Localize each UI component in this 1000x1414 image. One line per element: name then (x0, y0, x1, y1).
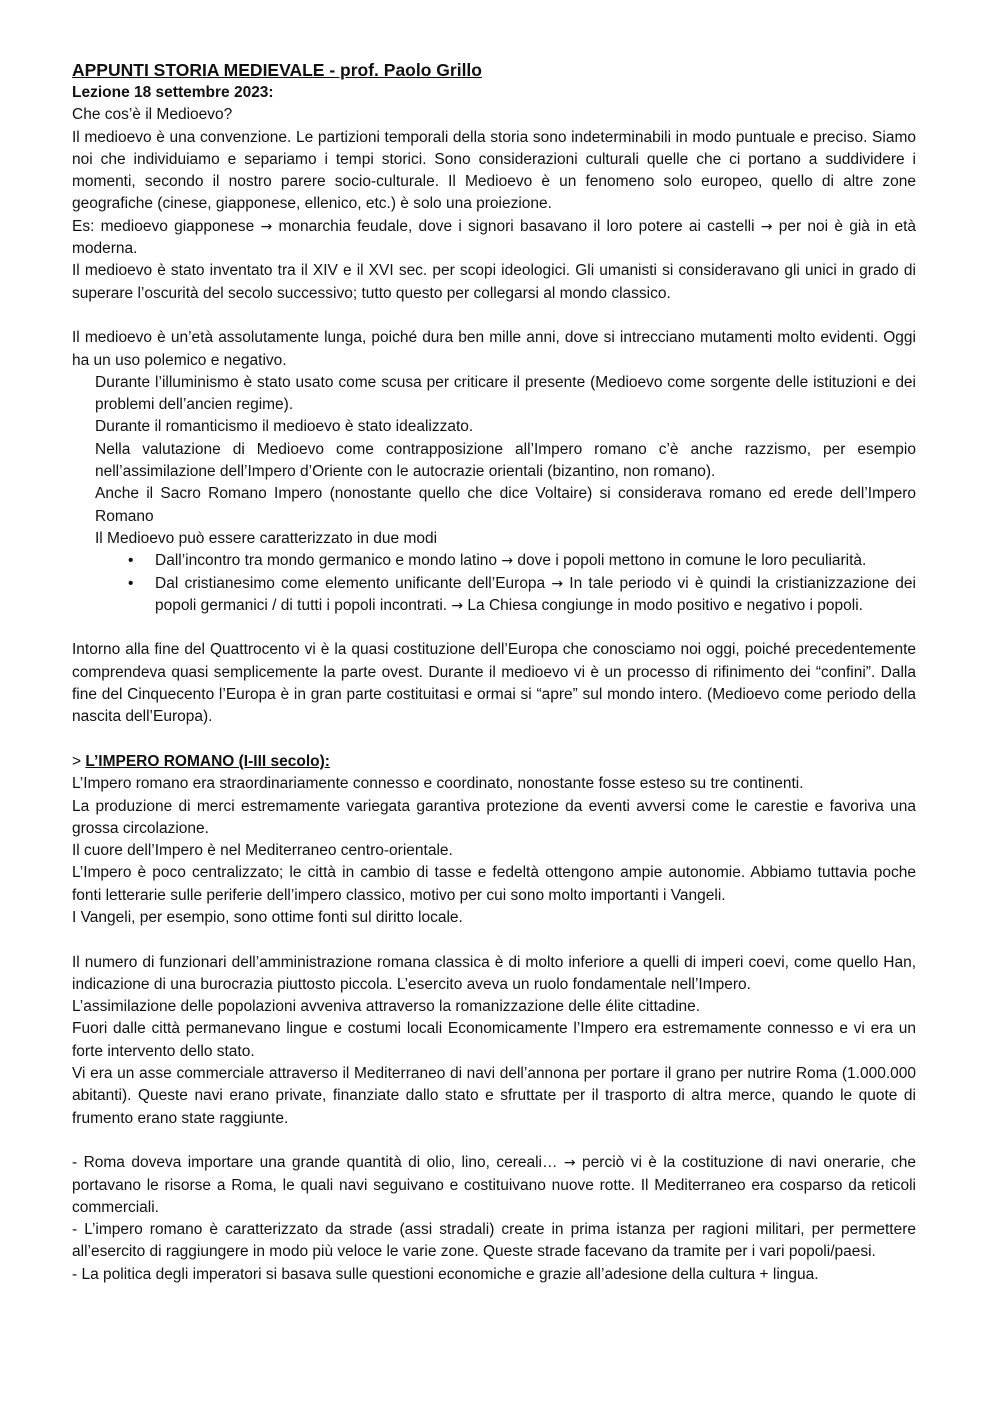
indented-valutazione: Nella valutazione di Medioevo come contrapposizione all’Impero romano c’è anche razzismo, per esempio nell’assimilazione dell’Impero d’Oriente con le autocrazie orientali (bizantino, non romano). (95, 440, 916, 481)
paragraph-vangeli: I Vangeli, per esempio, sono ottime fonti sul diritto locale. (72, 908, 463, 926)
indented-sacro-romano-impero: Anche il Sacro Romano Impero (nonostante quello che dice Voltaire) si considerava romano ed erede dell’Impero Romano (95, 485, 916, 525)
document-page (72, 58, 916, 1286)
section-heading (72, 751, 916, 773)
list-item (128, 573, 916, 618)
paragraph-long-age: Il medioevo è un’età assolutamente lunga, poiché dura ben mille anni, dove si intrecciano mutamenti molto evidenti. Oggi ha un uso polemico e negativo. (72, 329, 916, 369)
text-segment: perciò vi è la costituzione di navi onerarie, che portavano le risorse a Roma, le quali navi seguivano e costituivano nuove rotte. Il Mediterraneo era cosparso da reticoli commerciali. (72, 1154, 916, 1216)
blank-line (72, 729, 916, 751)
paragraph-europe: Intorno alla fine del Quattrocento vi è la quasi costituzione dell’Europa che conosciamo noi oggi, poiché precedentemente comprendeva quasi semplicemente la parte ovest. Durante il medioevo vi è un processo di rifinimento dei “confini”. Dalla fine del Cinquecento l’Europa è in gran parte costituitasi e ormai si “apre” sul mondo intero. (Medioevo come periodo della nascita dell’Europa). (72, 641, 916, 726)
indented-romanticismo: Durante il romanticismo il medioevo è stato idealizzato. (95, 418, 474, 436)
paragraph-invention: Il medioevo è stato inventato tra il XIV e il XVI sec. per scopi ideologici. Gli umanisti si consideravano gli unici in grado di superare l’oscurità del secolo successivo; tutto questo per collegarsi al mondo classico. (72, 262, 916, 302)
section-title: L’IMPERO ROMANO (I-III secolo): (85, 752, 330, 770)
bullet-list (72, 550, 916, 617)
paragraph-officials: Il numero di funzionari dell’amministrazione romana classica è di molto inferiore a quelli di imperi coevi, come quello Han, indicazione di una burocrazia piuttosto piccola. L’esercito aveva un ruolo fondamentale nell’Impero. (72, 953, 916, 993)
bullet-icon: • (128, 552, 134, 570)
document-title: APPUNTI STORIA MEDIEVALE - prof. Paolo Grillo (72, 60, 482, 80)
question-line: Che cos’è il Medioevo? (72, 106, 233, 124)
text-segment: Dall’incontro tra mondo germanico e mondo latino (155, 552, 502, 570)
paragraph-trade-axis: Vi era un asse commerciale attraverso il Mediterraneo di navi dell’annona per portare il grano per nutrire Roma (1.000.000 abitanti). Queste navi erano private, finanziate dallo stato e sfruttate per il trasporto di altra merce, quando le quote di frumento erano state raggiunte. (72, 1065, 916, 1127)
paragraph-assimilation: L’assimilazione delle popolazioni avveniva attraverso la romanizzazione delle élite cittadine. (72, 998, 701, 1016)
blank-line (72, 305, 916, 327)
dash-item-imports (72, 1152, 916, 1219)
list-item (128, 550, 916, 572)
text-segment: Es: medioevo giapponese (72, 217, 261, 235)
paragraph-connected: L’Impero romano era straordinariamente connesso e coordinato, nonostante fosse esteso su tre continenti. (72, 775, 804, 793)
text-segment: Dal cristianesimo come elemento unificante dell’Europa (155, 574, 552, 592)
dash-item-roads: - L’impero romano è caratterizzato da strade (assi stradali) create in prima istanza per ragioni militari, per permettere all’esercito di raggiungere in modo più veloce le varie zone. Queste strade facevano da tramite per i vari popoli/paesi. (72, 1221, 916, 1261)
arrow-icon: → (551, 575, 564, 592)
text-segment: per noi è già in età moderna. (72, 217, 916, 258)
blank-line (72, 617, 916, 639)
text-segment: monarchia feudale, dove i signori basavano il loro potere ai castelli (272, 217, 761, 235)
text-segment: dove i popoli mettono in comune le loro peculiarità. (513, 552, 867, 570)
paragraph-centralization: L’Impero è poco centralizzato; le città in cambio di tasse e fedeltà ottengono ampie autonomie. Abbiamo tuttavia poche fonti letterarie sulle periferie dell’impero classico, motivo per cui sono molto importanti i Vangeli. (72, 864, 916, 904)
text-segment: La Chiesa congiunge in modo positivo e negativo i popoli. (463, 596, 863, 614)
paragraph-heart: Il cuore dell’Impero è nel Mediterraneo centro-orientale. (72, 842, 453, 860)
blank-line (72, 1130, 916, 1152)
arrow-icon: → (260, 218, 273, 235)
indented-due-modi: Il Medioevo può essere caratterizzato in due modi (95, 529, 438, 547)
blank-line (72, 929, 916, 951)
text-segment: In tale periodo vi è quindi la cristianizzazione dei popoli germanici / di tutti i popoli incontrati. (155, 574, 916, 614)
arrow-icon: → (501, 553, 514, 570)
paragraph-convention: Il medioevo è una convenzione. Le partizioni temporali della storia sono indeterminabili in modo puntuale e preciso. Siamo noi che individuiamo e separiamo i tempi storici. Sono considerazioni culturali quelle che ci portano a suddividere i momenti, secondo il nostro parere socio-culturale. Il Medioevo è un fenomeno solo europeo, quello di altre zone geografiche (cinese, giapponese, ellenico, etc.) è solo una proiezione. (72, 128, 916, 213)
paragraph-production: La produzione di merci estremamente variegata garantiva protezione da eventi avversi come le carestie e favoriva una grossa circolazione. (72, 797, 916, 837)
dash-item-politics: - La politica degli imperatori si basava sulle questioni economiche e grazie all’adesione della cultura + lingua. (72, 1265, 819, 1283)
bullet-icon: • (128, 574, 134, 592)
text-segment: - Roma doveva importare una grande quantità di olio, lino, cereali… (72, 1154, 564, 1172)
arrow-icon: → (760, 218, 773, 235)
arrow-icon: → (451, 597, 464, 614)
paragraph-example (72, 216, 916, 261)
arrow-icon: → (563, 1155, 576, 1172)
indented-illuminismo: Durante l’illuminismo è stato usato come scusa per criticare il presente (Medioevo come sorgente delle istituzioni e dei problemi dell’ancien regime). (95, 373, 916, 414)
section-prefix: > (72, 752, 86, 770)
lesson-date: Lezione 18 settembre 2023: (72, 84, 274, 101)
paragraph-local-customs: Fuori dalle città permanevano lingue e costumi locali Economicamente l’Impero era estremamente connesso e vi era un forte intervento dello stato. (72, 1020, 916, 1060)
